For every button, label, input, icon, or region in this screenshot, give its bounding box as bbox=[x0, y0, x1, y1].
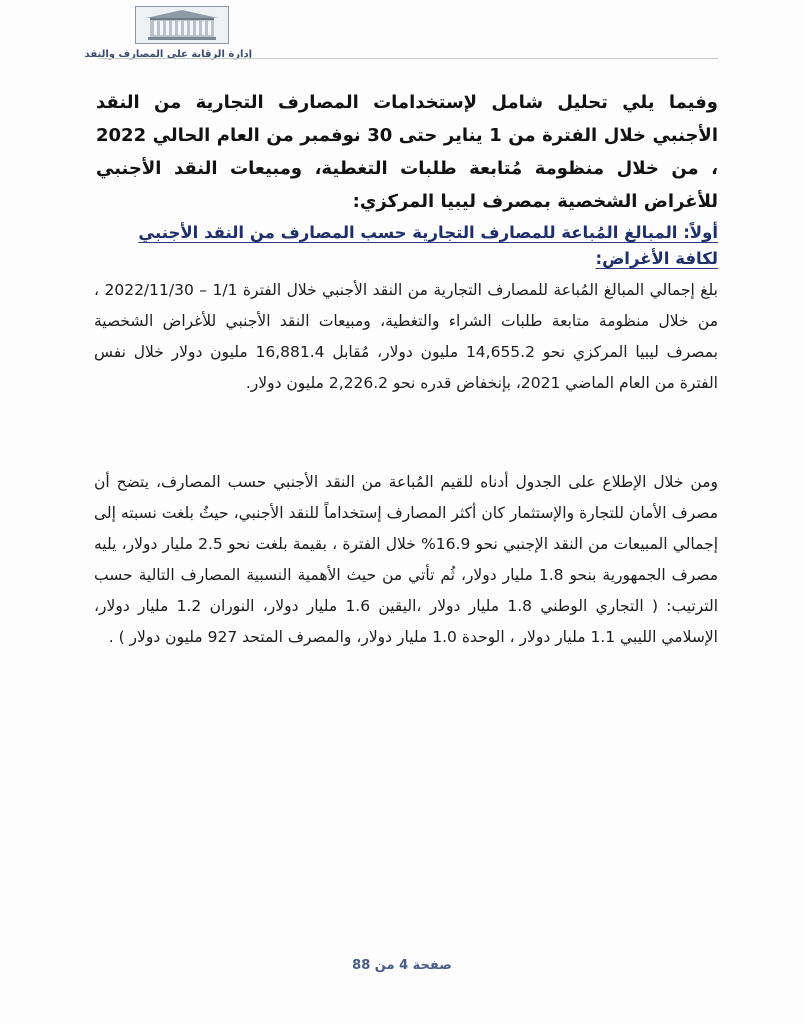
central-bank-logo bbox=[84, 6, 252, 60]
page-number: صفحة 4 من 88 bbox=[352, 958, 452, 973]
body-paragraph-1: بلغ إجمالي المبالغ المُباعة للمصارف التجارية من النقد الأجنبي خلال الفترة 1/1 – 2022/11/30 ، من خلال منظومة متابعة طلبات الشراء والتغطية، ومبيعات النقد الأجنبي للأغراض الشخصية بمصرف ليبيا المركزي نحو 14,655.2 مليون دولار، مُقابل 16,881.4 مليون دولار خلال نفس الفترة من العام الماضي 2021، بإنخفاض قدره نحو 2,226.2 مليون دولار. bbox=[94, 281, 718, 392]
header-divider bbox=[98, 58, 718, 59]
bank-building-icon bbox=[135, 6, 229, 44]
section-heading bbox=[96, 220, 718, 272]
logo-caption: إدارة الرقابة على المصارف والنقد bbox=[84, 49, 252, 60]
section-heading-text: أولاً: المبالغ المُباعة للمصارف التجارية حسب المصارف من النقد الأجنبي لكافة الأغراض: bbox=[138, 223, 718, 268]
body-paragraph-2: ومن خلال الإطلاع على الجدول أدناه للقيم المُباعة من النقد الأجنبي حسب المصارف، يتضح أن مصرف الأمان للتجارة والإستثمار كان أكثر المصارف إستخداماً للنقد الأجنبي، حيثُ بلغت نسبته إلى إجمالي المبيعات من النقد الإجنبي نحو 16.9% خلال الفترة ، بقيمة بلغت نحو 2.5 مليار دولار، يليه مصرف الجمهورية بنحو 1.8 مليار دولار، ثُم تأتي من حيث الأهمية النسبية المصارف التالية حسب الترتيب: ( التجاري الوطني 1.8 مليار دولار ،اليقين 1.6 مليار دولار، النوران 1.2 مليار دولار، الإسلامي الليبي 1.1 مليار دولار ، الوحدة 1.0 مليار دولار، والمصرف المتحد 927 مليون دولار ) . bbox=[94, 473, 719, 646]
intro-paragraph: وفيما يلي تحليل شامل لإستخدامات المصارف التجارية من النقد الأجنبي خلال الفترة من 1 يناير حتى 30 نوفمبر من العام الحالي 2022 ، من خلال منظومة مُتابعة طلبات التغطية، ومبيعات النقد الأجنبي للأغراض الشخصية بمصرف ليبيا المركزي: bbox=[96, 92, 718, 212]
